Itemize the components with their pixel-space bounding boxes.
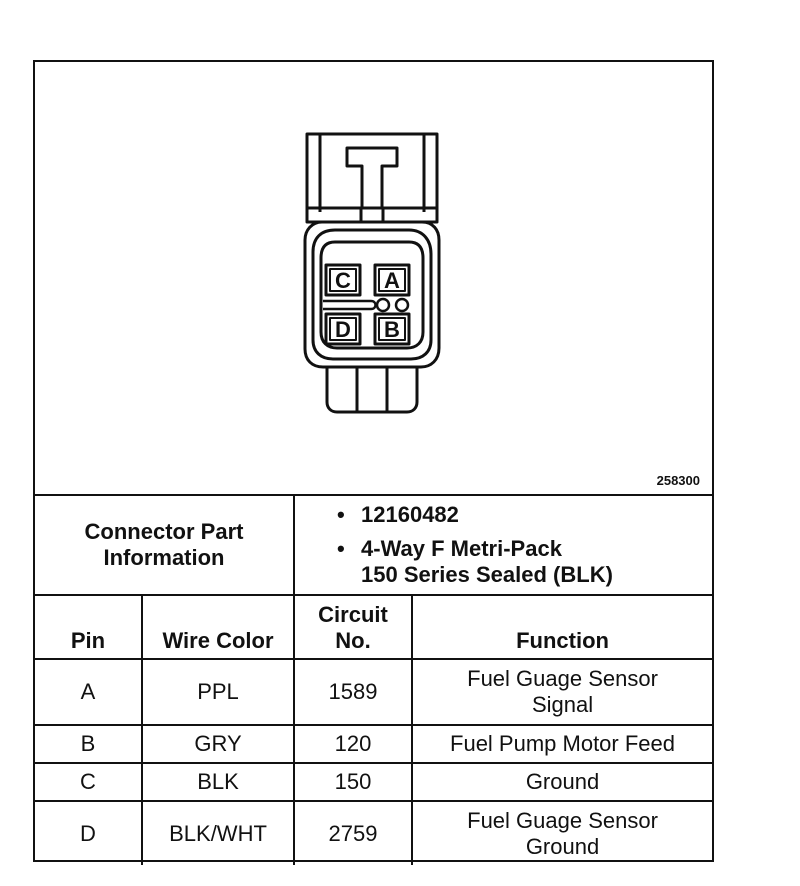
connector-info-row (35, 495, 712, 595)
part-number-line (337, 502, 712, 528)
figure-id: 258300 (656, 473, 700, 488)
cavity-label-d: D (335, 317, 351, 342)
cavity-label-a: A (384, 268, 400, 293)
connector-type-line (337, 536, 712, 588)
function-cell: Fuel Pump Motor Feed (412, 725, 712, 763)
circuit-cell: 150 (294, 763, 412, 801)
wire-color-cell: BLK/WHT (142, 801, 294, 865)
connector-figure (35, 62, 712, 494)
header-circuit: Circuit No. (294, 595, 412, 659)
connector-info-label: Connector Part Information (35, 495, 294, 595)
function-cell: Fuel Guage Sensor Ground (412, 801, 712, 865)
bullet: • (337, 536, 345, 561)
table-row (35, 659, 712, 725)
wire-color-cell: BLK (142, 763, 294, 801)
table-row (35, 763, 712, 801)
function-cell: Ground (412, 763, 712, 801)
pin-cell: A (35, 659, 142, 725)
circuit-cell: 2759 (294, 801, 412, 865)
bullet: • (337, 502, 345, 527)
part-number: 12160482 (361, 502, 459, 527)
connector-table (35, 494, 712, 865)
header-function: Function (412, 595, 712, 659)
circuit-cell: 1589 (294, 659, 412, 725)
pin-cell: C (35, 763, 142, 801)
connector-info-details (294, 495, 712, 595)
table-row (35, 725, 712, 763)
table-row (35, 801, 712, 865)
header-pin: Pin (35, 595, 142, 659)
wire-color-cell: PPL (142, 659, 294, 725)
cavity-label-b: B (384, 317, 400, 342)
connector-sheet (33, 60, 714, 862)
header-wire-color: Wire Color (142, 595, 294, 659)
pin-cell: D (35, 801, 142, 865)
function-cell: Fuel Guage Sensor Signal (412, 659, 712, 725)
connector-drawing (35, 62, 712, 494)
wire-color-cell: GRY (142, 725, 294, 763)
table-header-row (35, 595, 712, 659)
t-latch (347, 148, 397, 208)
circuit-cell: 120 (294, 725, 412, 763)
pin-cell: B (35, 725, 142, 763)
connector-type: 4-Way F Metri-Pack 150 Series Sealed (BLK) (361, 536, 613, 587)
cavity-label-c: C (335, 268, 351, 293)
